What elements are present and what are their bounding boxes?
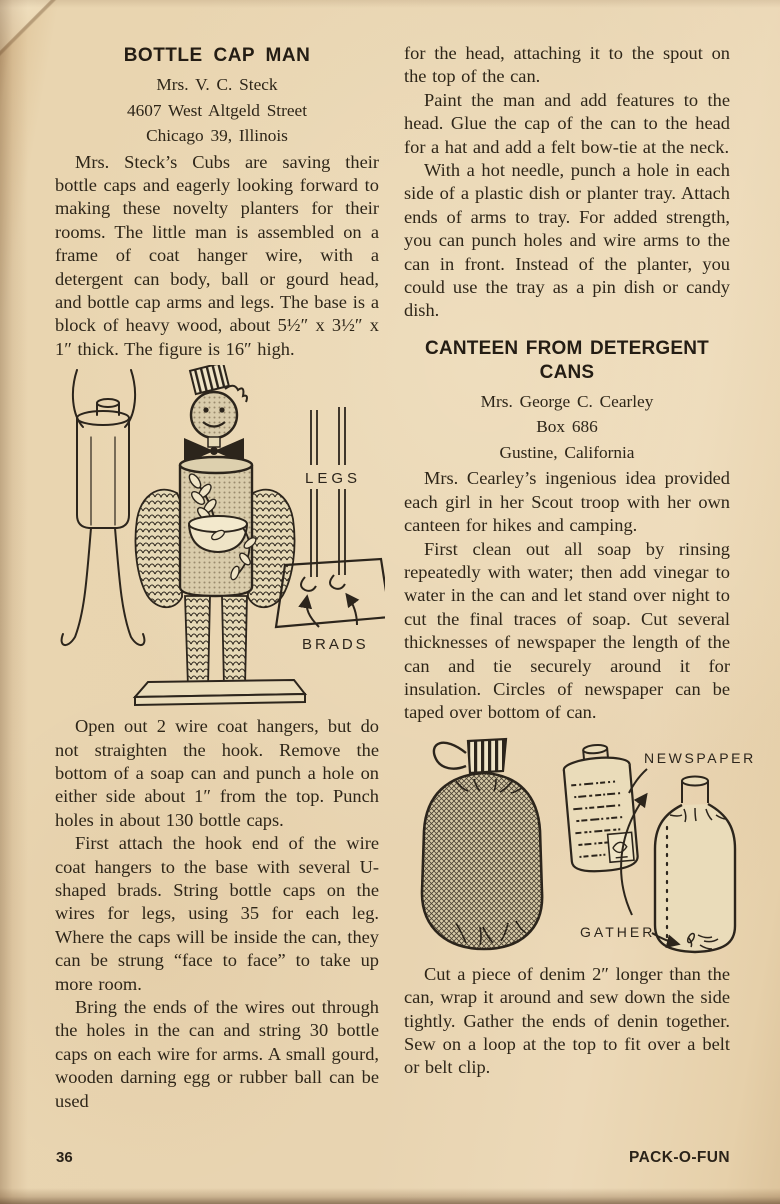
byline-author: Mrs. V. C. Steck bbox=[156, 75, 278, 94]
paragraph: Mrs. Cearley’s ingenious idea provided each girl in her Scout troop with her own canteen for hikes and camping. bbox=[404, 468, 730, 536]
brads-label: BRADS bbox=[302, 636, 369, 654]
byline-city: Gustine, California bbox=[499, 442, 635, 462]
belt-loop bbox=[434, 743, 466, 769]
paragraph: Mrs. Steck’s Cubs are saving their bottle caps and eagerly looking forward to making these novelty planters for their rooms. The little man is assembled on a frame of coat hanger wire, with a detergent can body, ball or gourd head, and bottle cap arms and legs. The base is a block of heavy wood, about 5½″ x 3½″ x 1″ thick. The figure is 16″ high. bbox=[55, 151, 379, 359]
wood-base bbox=[135, 680, 305, 705]
paragraph: Cut a piece of denim 2″ longer than the can, wrap it around and sew down the side tightly. Gather the ends of denin together. Sew on a loop at the top to fit over a belt or belt clip. bbox=[404, 963, 730, 1078]
page-number: 36 bbox=[56, 1149, 73, 1166]
canteen-illustration bbox=[404, 731, 756, 963]
left-leg-bottle-caps bbox=[185, 596, 210, 687]
left-column bbox=[55, 40, 379, 1113]
byline-canteen bbox=[404, 389, 730, 466]
denim-covered-canteen bbox=[422, 739, 542, 949]
left-arm-bottle-caps bbox=[135, 490, 182, 608]
neck bbox=[208, 437, 220, 447]
paragraph: First attach the hook end of the wire coat hangers to the base with several U-shaped brads. String bottle caps on the wires for legs, using 35 for each leg. Where the caps will be inside the can, they can be strung “face to face” to take up more room. bbox=[55, 833, 379, 994]
newspaper-wrapped-can bbox=[562, 742, 639, 873]
magazine-name: PACK-O-FUN bbox=[628, 1149, 730, 1166]
byline-author: Mrs. George C. Cearley bbox=[480, 391, 654, 411]
paragraph: Bring the ends of the wires out through the holes in the can and string 30 bottle caps on each wire for arms. A small gourd, wooden darning egg or rubber ball can be used bbox=[55, 997, 379, 1111]
gathered-cloth-can bbox=[655, 776, 735, 952]
bottle-cap-man bbox=[135, 365, 305, 705]
legs-label: LEGS bbox=[305, 470, 362, 488]
page-bottom-edge bbox=[0, 1188, 780, 1204]
wire-frame-figure bbox=[62, 370, 145, 645]
bottle-cap-man-illustration bbox=[47, 365, 385, 713]
canteen-cap bbox=[468, 739, 506, 773]
article-title-bottle-cap-man: BOTTLE CAP MAN bbox=[123, 45, 311, 66]
byline-street: 4607 West Altgeld Street bbox=[126, 100, 308, 120]
paragraph: First clean out all soap by rinsing repeatedly with water; then add vinegar to water in the can and let stand over night to cut the final traces of soap. Cut several thicknesses of newspaper the length of the can and tie securely around it for insulation. Circles of newspaper can be taped over bottom of can. bbox=[404, 538, 730, 723]
paragraph: Open out 2 wire coat hangers, but do not straighten the hook. Remove the bottom of a soap can and punch a hole on either side about 1″ from the top. Punch holes in about 130 bottle caps. bbox=[55, 716, 379, 830]
paragraph: Paint the man and add features to the head. Glue the cap of the can to the head for a hat and add a felt bow-tie at the neck. bbox=[404, 89, 730, 157]
byline-box: Box 686 bbox=[536, 417, 598, 437]
article-title-canteen: CANTEEN FROM DETERGENT CANS bbox=[425, 337, 709, 383]
paragraph-continuation: for the head, attaching it to the spout on the top of the can. bbox=[404, 43, 730, 87]
page-left-edge bbox=[0, 0, 28, 1204]
byline-bottle-cap-man bbox=[55, 72, 379, 149]
head bbox=[191, 392, 237, 438]
gather-label: GATHER bbox=[580, 923, 656, 940]
paragraph: With a hot needle, punch a hole in each side of a plastic dish or planter tray. Attach ends of arms to tray. For added strength, you can punch holes and wire arms to the can in front. Instead of the planter, you could use the tray as a pin dish or candy dish. bbox=[404, 160, 730, 321]
hat bbox=[190, 365, 229, 394]
right-column bbox=[404, 42, 756, 1080]
newspaper-label: NEWSPAPER bbox=[644, 749, 756, 766]
byline-city: Chicago 39, Illinois bbox=[146, 126, 288, 145]
right-leg-bottle-caps bbox=[222, 596, 247, 687]
page-top-edge bbox=[0, 0, 780, 8]
right-arm-bottle-caps bbox=[248, 490, 295, 608]
